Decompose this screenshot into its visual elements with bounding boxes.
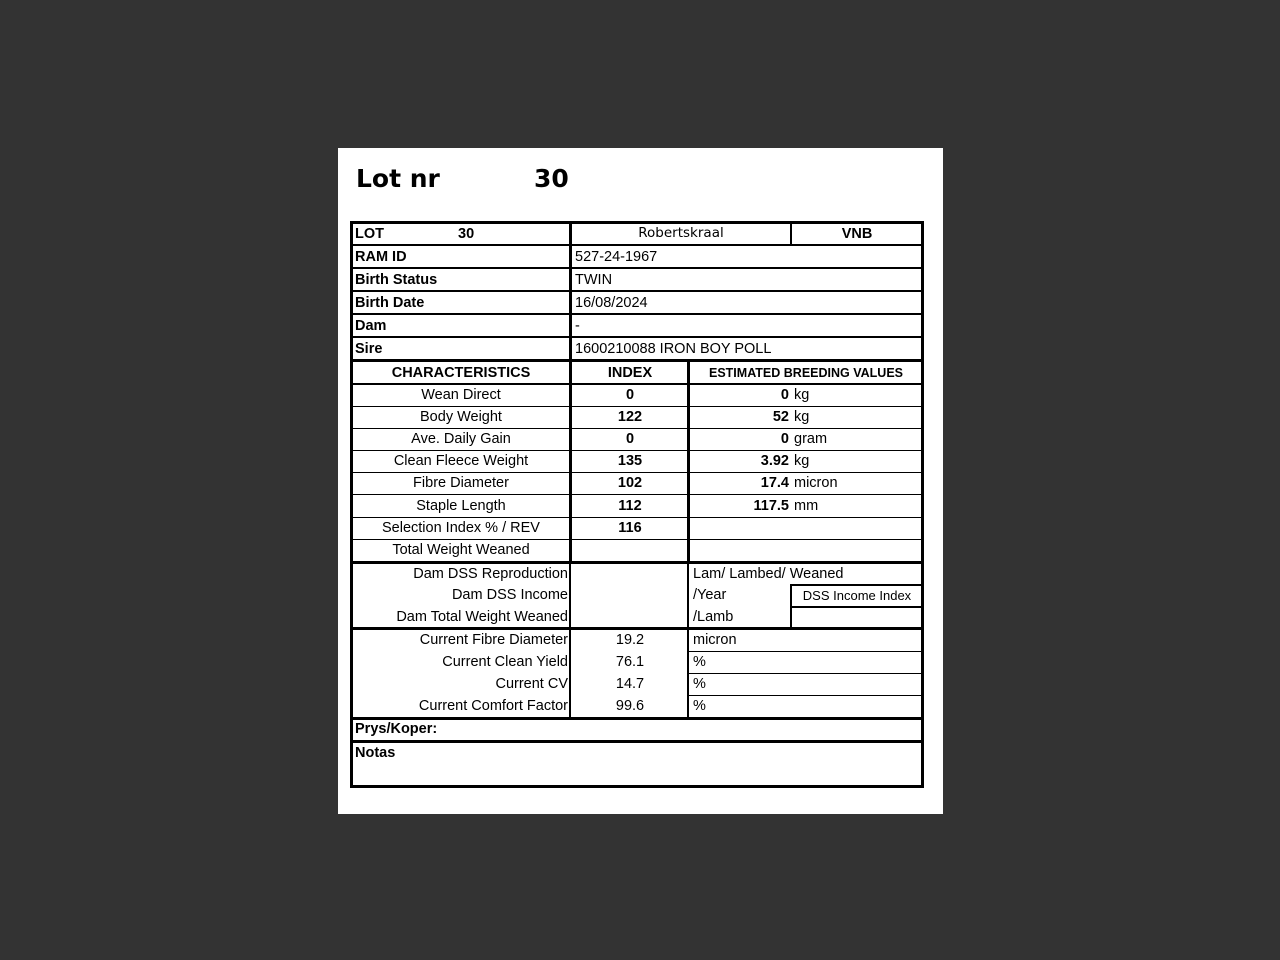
dam-dss-income-label: Dam DSS Income bbox=[451, 587, 568, 604]
col-divider bbox=[569, 221, 572, 362]
row-divider bbox=[790, 606, 924, 608]
col-divider bbox=[790, 221, 792, 245]
dss-income-index-value bbox=[792, 607, 922, 628]
row-divider bbox=[687, 651, 924, 652]
row-divider bbox=[687, 673, 924, 674]
sire-value: 1600210088 IRON BOY POLL bbox=[575, 340, 772, 357]
trait-name: Body Weight bbox=[420, 409, 502, 426]
row-divider bbox=[350, 313, 924, 315]
row-divider bbox=[687, 695, 924, 696]
ram-id-value: 527-24-1967 bbox=[575, 248, 658, 265]
trait-ebv bbox=[690, 540, 789, 561]
col-divider bbox=[687, 561, 689, 629]
current-unit: micron bbox=[693, 632, 737, 649]
ram-id-label: RAM ID bbox=[355, 248, 407, 265]
current-value: 19.2 bbox=[615, 632, 645, 649]
dam-total-weight-weaned-unit: /Lamb bbox=[693, 609, 734, 626]
current-label: Current Fibre Diameter bbox=[419, 632, 568, 649]
trait-unit: mm bbox=[794, 498, 819, 515]
lot-title-number: 30 bbox=[534, 164, 569, 193]
sire-label: Sire bbox=[355, 340, 383, 357]
trait-name: Selection Index % / REV bbox=[382, 520, 540, 537]
section-divider bbox=[350, 717, 924, 720]
table-border-left bbox=[350, 221, 353, 788]
lot-title-label: Lot nr bbox=[356, 164, 440, 193]
price-buyer-label: Prys/Koper: bbox=[355, 721, 438, 738]
lot-sheet bbox=[338, 148, 943, 814]
dam-dss-reproduction-unit: Lam/ Lambed/ Weaned bbox=[693, 566, 844, 583]
birth-date-value: 16/08/2024 bbox=[575, 294, 648, 311]
section-divider bbox=[350, 627, 924, 630]
trait-index: 122 bbox=[617, 409, 643, 426]
current-value: 99.6 bbox=[615, 698, 645, 715]
row-divider bbox=[350, 244, 924, 246]
row-divider bbox=[350, 472, 924, 473]
row-divider bbox=[350, 494, 924, 495]
lot-value: 30 bbox=[458, 225, 475, 242]
current-label: Current Clean Yield bbox=[442, 654, 568, 671]
table-border-bottom bbox=[350, 785, 924, 788]
trait-index: 0 bbox=[625, 387, 635, 404]
ebv-header: ESTIMATED BREEDING VALUES bbox=[709, 365, 903, 380]
col-divider bbox=[569, 359, 572, 564]
row-divider bbox=[350, 290, 924, 292]
trait-name: Ave. Daily Gain bbox=[411, 431, 511, 448]
birth-date-label: Birth Date bbox=[355, 294, 425, 311]
trait-name: Clean Fleece Weight bbox=[393, 453, 529, 470]
trait-unit bbox=[794, 540, 914, 561]
characteristics-header: CHARACTERISTICS bbox=[391, 364, 531, 381]
lot-label: LOT bbox=[355, 225, 384, 242]
trait-index: 102 bbox=[617, 475, 643, 492]
index-header: INDEX bbox=[607, 364, 653, 381]
table-border-top bbox=[350, 221, 924, 224]
breeder-name: Robertskraal bbox=[638, 225, 724, 242]
trait-name: Total Weight Weaned bbox=[392, 542, 530, 559]
row-divider bbox=[350, 517, 924, 518]
trait-unit: kg bbox=[794, 387, 810, 404]
trait-index: 135 bbox=[617, 453, 643, 470]
notes-label: Notas bbox=[355, 744, 396, 761]
trait-ebv bbox=[690, 518, 789, 539]
trait-ebv: 52 bbox=[772, 409, 789, 426]
birth-status-label: Birth Status bbox=[355, 271, 438, 288]
dam-value: - bbox=[575, 317, 580, 334]
trait-ebv: 0 bbox=[780, 431, 789, 448]
trait-index: 116 bbox=[618, 520, 642, 537]
row-divider bbox=[350, 450, 924, 451]
breeder-code: VNB bbox=[841, 225, 873, 242]
row-divider bbox=[350, 539, 924, 540]
table-border-right bbox=[921, 221, 924, 788]
trait-name: Wean Direct bbox=[421, 387, 501, 404]
trait-index: 112 bbox=[618, 498, 642, 515]
trait-unit: gram bbox=[794, 431, 828, 448]
dam-total-weight-weaned-label: Dam Total Weight Weaned bbox=[396, 609, 568, 626]
col-divider bbox=[569, 561, 571, 629]
trait-ebv: 17.4 bbox=[760, 475, 789, 492]
dam-dss-reproduction-label: Dam DSS Reproduction bbox=[413, 566, 568, 583]
current-unit: % bbox=[693, 654, 706, 671]
row-divider bbox=[350, 428, 924, 429]
row-divider bbox=[790, 584, 924, 586]
col-divider bbox=[569, 627, 571, 718]
trait-unit: kg bbox=[794, 453, 810, 470]
notes-field bbox=[352, 763, 920, 785]
current-unit: % bbox=[693, 698, 706, 715]
col-divider bbox=[687, 359, 690, 564]
row-divider bbox=[350, 336, 924, 338]
trait-unit bbox=[794, 518, 914, 539]
trait-name: Staple Length bbox=[416, 498, 506, 515]
trait-unit: kg bbox=[794, 409, 810, 426]
trait-name: Fibre Diameter bbox=[413, 475, 509, 492]
trait-unit: micron bbox=[794, 475, 838, 492]
row-divider bbox=[350, 406, 924, 407]
col-divider bbox=[790, 584, 792, 629]
current-value: 76.1 bbox=[615, 654, 645, 671]
trait-ebv: 0 bbox=[780, 387, 789, 404]
trait-ebv: 3.92 bbox=[760, 453, 789, 470]
current-label: Current CV bbox=[495, 676, 568, 693]
birth-status-value: TWIN bbox=[575, 271, 613, 288]
current-label: Current Comfort Factor bbox=[418, 698, 568, 715]
section-divider bbox=[350, 561, 924, 564]
trait-ebv: 117.5 bbox=[753, 498, 789, 515]
dam-dss-income-unit: /Year bbox=[693, 587, 727, 604]
row-divider bbox=[350, 359, 924, 362]
section-divider bbox=[350, 740, 924, 743]
dam-label: Dam bbox=[355, 317, 387, 334]
current-value: 14.7 bbox=[615, 676, 645, 693]
row-divider bbox=[350, 383, 924, 385]
current-unit: % bbox=[693, 676, 706, 693]
row-divider bbox=[350, 267, 924, 269]
trait-index bbox=[572, 540, 688, 561]
dss-income-index-label: DSS Income Index bbox=[802, 588, 912, 603]
trait-index: 0 bbox=[625, 431, 635, 448]
